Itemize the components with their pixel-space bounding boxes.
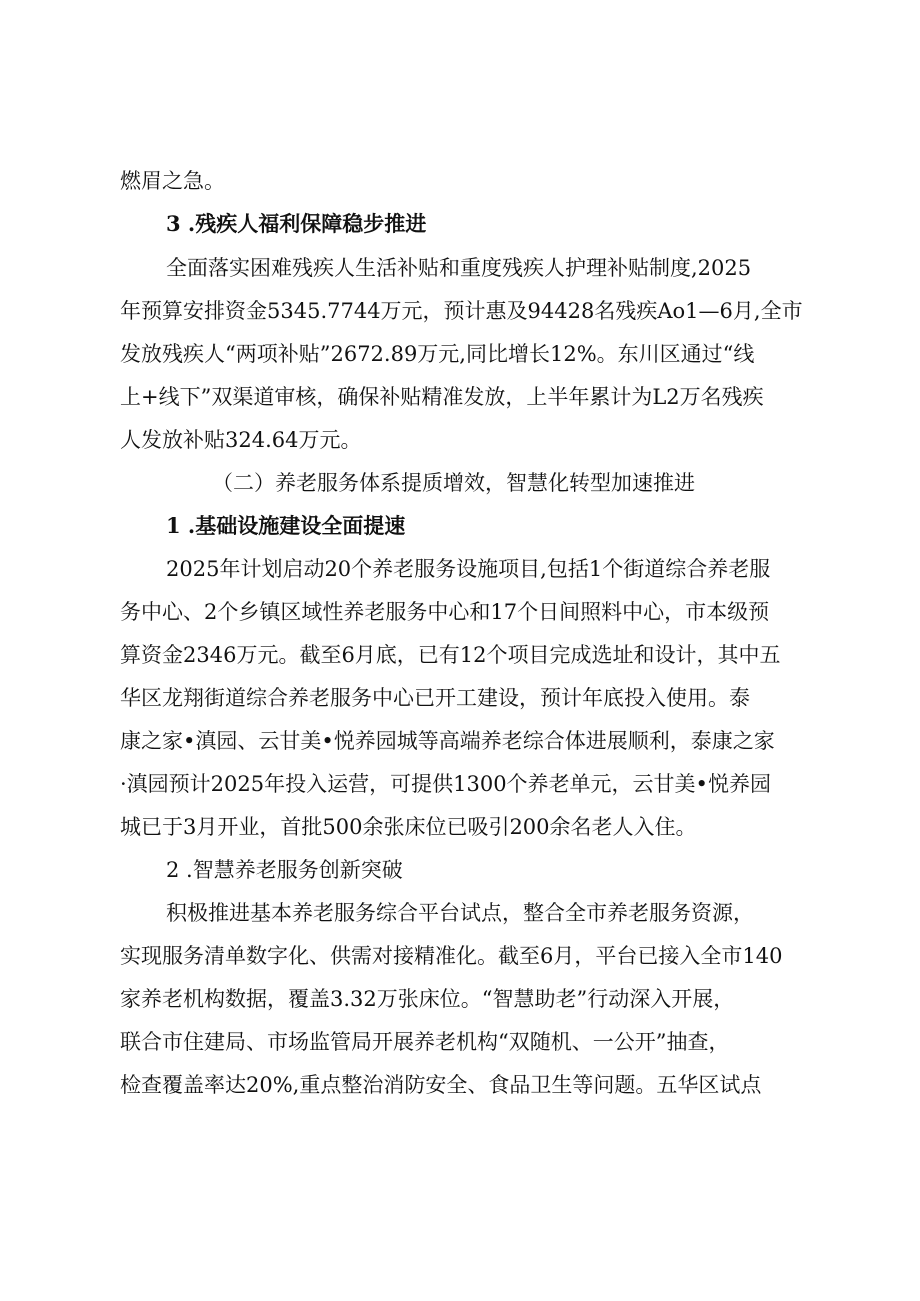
paragraph-line: 全面落实困难残疾人生活补贴和重度残疾人护理补贴制度,2025 <box>166 256 752 280</box>
paragraph-line: 年预算安排资金5345.7744万元，预计惠及94428名残疾Ao1—6月,全市 <box>120 299 803 323</box>
paragraph-line: 家养老机构数据，覆盖3.32万张床位。“智慧助老”行动深入开展， <box>120 987 735 1011</box>
paragraph-line: 燃眉之急。 <box>120 169 225 193</box>
paragraph-line: 检查覆盖率达20%,重点整治消防安全、食品卫生等问题。五华区试点 <box>120 1073 762 1097</box>
paragraph-line: 华区龙翔街道综合养老服务中心已开工建设，预计年底投入使用。泰 <box>120 686 750 710</box>
paragraph-line: 2025年计划启动20个养老服务设施项目,包括1个街道综合养老服 <box>166 557 771 581</box>
paragraph-line: 上+线下”双渠道审核，确保补贴精准发放，上半年累计为L2万名残疾 <box>120 385 764 409</box>
paragraph-line: 算资金2346万元。截至6月底，已有12个项目完成选址和设计，其中五 <box>120 643 781 667</box>
section-heading: 3 .残疾人福利保障稳步推进 <box>166 211 427 236</box>
paragraph-line: 务中心、2个乡镇区域性养老服务中心和17个日间照料中心，市本级预 <box>120 600 770 624</box>
section-heading: 1 .基础设施建设全面提速 <box>166 513 406 538</box>
paragraph-line: ·滇园预计2025年投入运营，可提供1300个养老单元，云甘美•悦养园 <box>120 772 771 796</box>
section-heading: （二）养老服务体系提质增效，智慧化转型加速推进 <box>212 471 695 495</box>
paragraph-line: 实现服务清单数字化、供需对接精准化。截至6月，平台已接入全市140 <box>120 944 783 968</box>
section-heading: 2 .智慧养老服务创新突破 <box>166 858 403 882</box>
paragraph-line: 发放残疾人“两项补贴”2672.89万元,同比增长12%。东川区通过“线 <box>120 342 755 366</box>
paragraph-line: 积极推进基本养老服务综合平台试点，整合全市养老服务资源， <box>166 901 754 925</box>
paragraph-line: 康之家•滇园、云甘美•悦养园城等高端养老综合体进展顺利，泰康之家 <box>120 729 775 753</box>
paragraph-line: 人发放补贴324.64万元。 <box>120 428 362 452</box>
paragraph-line: 联合市住建局、市场监管局开展养老机构“双随机、一公开”抽查， <box>120 1030 730 1054</box>
paragraph-line: 城已于3月开业，首批500余张床位已吸引200余名老人入住。 <box>120 815 697 839</box>
